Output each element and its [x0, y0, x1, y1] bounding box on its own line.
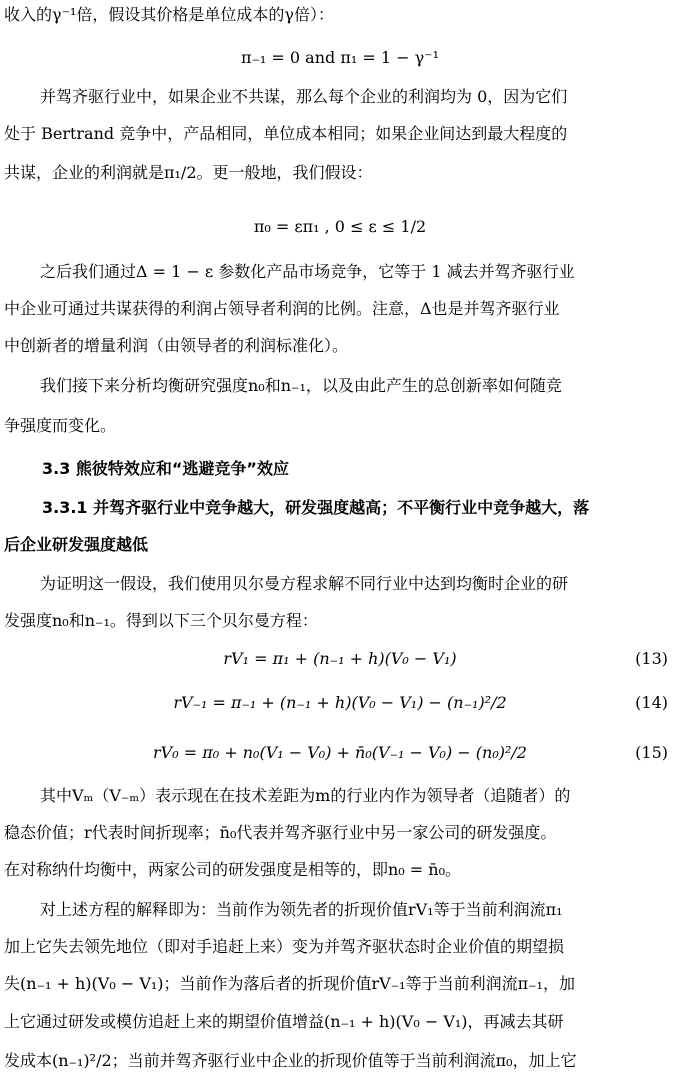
text-line: 之后我们通过Δ = 1 − ε 参数化产品市场竞争，它等于 1 减去并驾齐驱行业	[40, 262, 575, 281]
equation-13-number: (13)	[635, 649, 668, 668]
equation-14-body: rV₋₁ = π₋₁ + (n₋₁ + h)(V₀ − V₁) − (n₋₁)²/2	[173, 693, 507, 712]
text-line: 上它通过研发或模仿追赶上来的期望价值增益(n₋₁ + h)(V₀ − V₁)，再减去其研	[4, 1012, 564, 1031]
text-line: 发强度n₀和n₋₁。得到以下三个贝尔曼方程：	[4, 611, 318, 630]
equation-14	[0, 690, 680, 718]
equation-13-body: rV₁ = π₁ + (n₋₁ + h)(V₀ − V₁)	[223, 649, 457, 668]
section-heading: 3.3 熊彼特效应和“逃避竞争”效应	[42, 459, 289, 478]
equation-14-number: (14)	[635, 693, 668, 712]
equation-epsilon: π₀ = επ₁ , 0 ≤ ε ≤ 1/2	[253, 217, 427, 236]
equation-15-number: (15)	[635, 743, 668, 762]
text-line: 在对称纳什均衡中，两家公司的研发强度是相等的，即n₀ = n̄₀。	[4, 860, 462, 879]
text-line: 收入的γ⁻¹倍，假设其价格是单位成本的γ倍）：	[4, 5, 334, 24]
text-line: 失(n₋₁ + h)(V₀ − V₁)；当前作为落后者的折现价值rV₋₁等于当前利润流π₋₁，加	[4, 974, 575, 993]
subsection-heading: 3.3.1 并驾齐驱行业中竞争越大，研发强度越高；不平衡行业中竞争越大，落	[42, 498, 590, 517]
text-line: 中企业可通过共谋获得的利润占领导者利润的比例。注意，Δ也是并驾齐驱行业	[4, 299, 560, 318]
equation-15	[0, 740, 680, 768]
text-line: 稳态价值；r代表时间折现率；n̄₀代表并驾齐驱行业中另一家公司的研发强度。	[4, 823, 557, 842]
text-line: 中创新者的增量利润（由领导者的利润标准化）。	[4, 336, 349, 355]
text-line: 共谋，企业的利润就是π₁/2。更一般地，我们假设：	[4, 163, 373, 182]
equation-profits: π₋₁ = 0 and π₁ = 1 − γ⁻¹	[240, 48, 440, 67]
equation-15-body: rV₀ = π₀ + n₀(V₁ − V₀) + n̄₀(V₋₁ − V₀) − (n₀)²/2	[153, 743, 527, 762]
text-line: 其中Vₘ（V₋ₘ）表示现在在技术差距为m的行业内作为领导者（追随者）的	[40, 786, 571, 805]
text-line: 发成本(n₋₁)²/2；当前并驾齐驱行业中企业的折现价值等于当前利润流π₀，加上它	[4, 1051, 577, 1070]
equation-13	[0, 646, 680, 674]
text-line: 为证明这一假设，我们使用贝尔曼方程求解不同行业中达到均衡时企业的研	[40, 574, 569, 593]
text-line: 我们接下来分析均衡研究强度n₀和n₋₁，以及由此产生的总创新率如何随竞	[40, 376, 562, 395]
text-line: 加上它失去领先地位（即对手追赶上来）变为并驾齐驱状态时企业价值的期望损	[4, 937, 565, 956]
text-line: 争强度而变化。	[4, 416, 117, 435]
subsection-heading-cont: 后企业研发强度越低	[4, 535, 149, 554]
text-line: 处于 Bertrand 竞争中，产品相同，单位成本相同；如果企业间达到最大程度的	[4, 124, 568, 143]
text-line: 并驾齐驱行业中，如果企业不共谋，那么每个企业的利润均为 0，因为它们	[40, 87, 568, 106]
text-line: 对上述方程的解释即为：当前作为领先者的折现价值rV₁等于当前利润流π₁	[40, 900, 563, 919]
